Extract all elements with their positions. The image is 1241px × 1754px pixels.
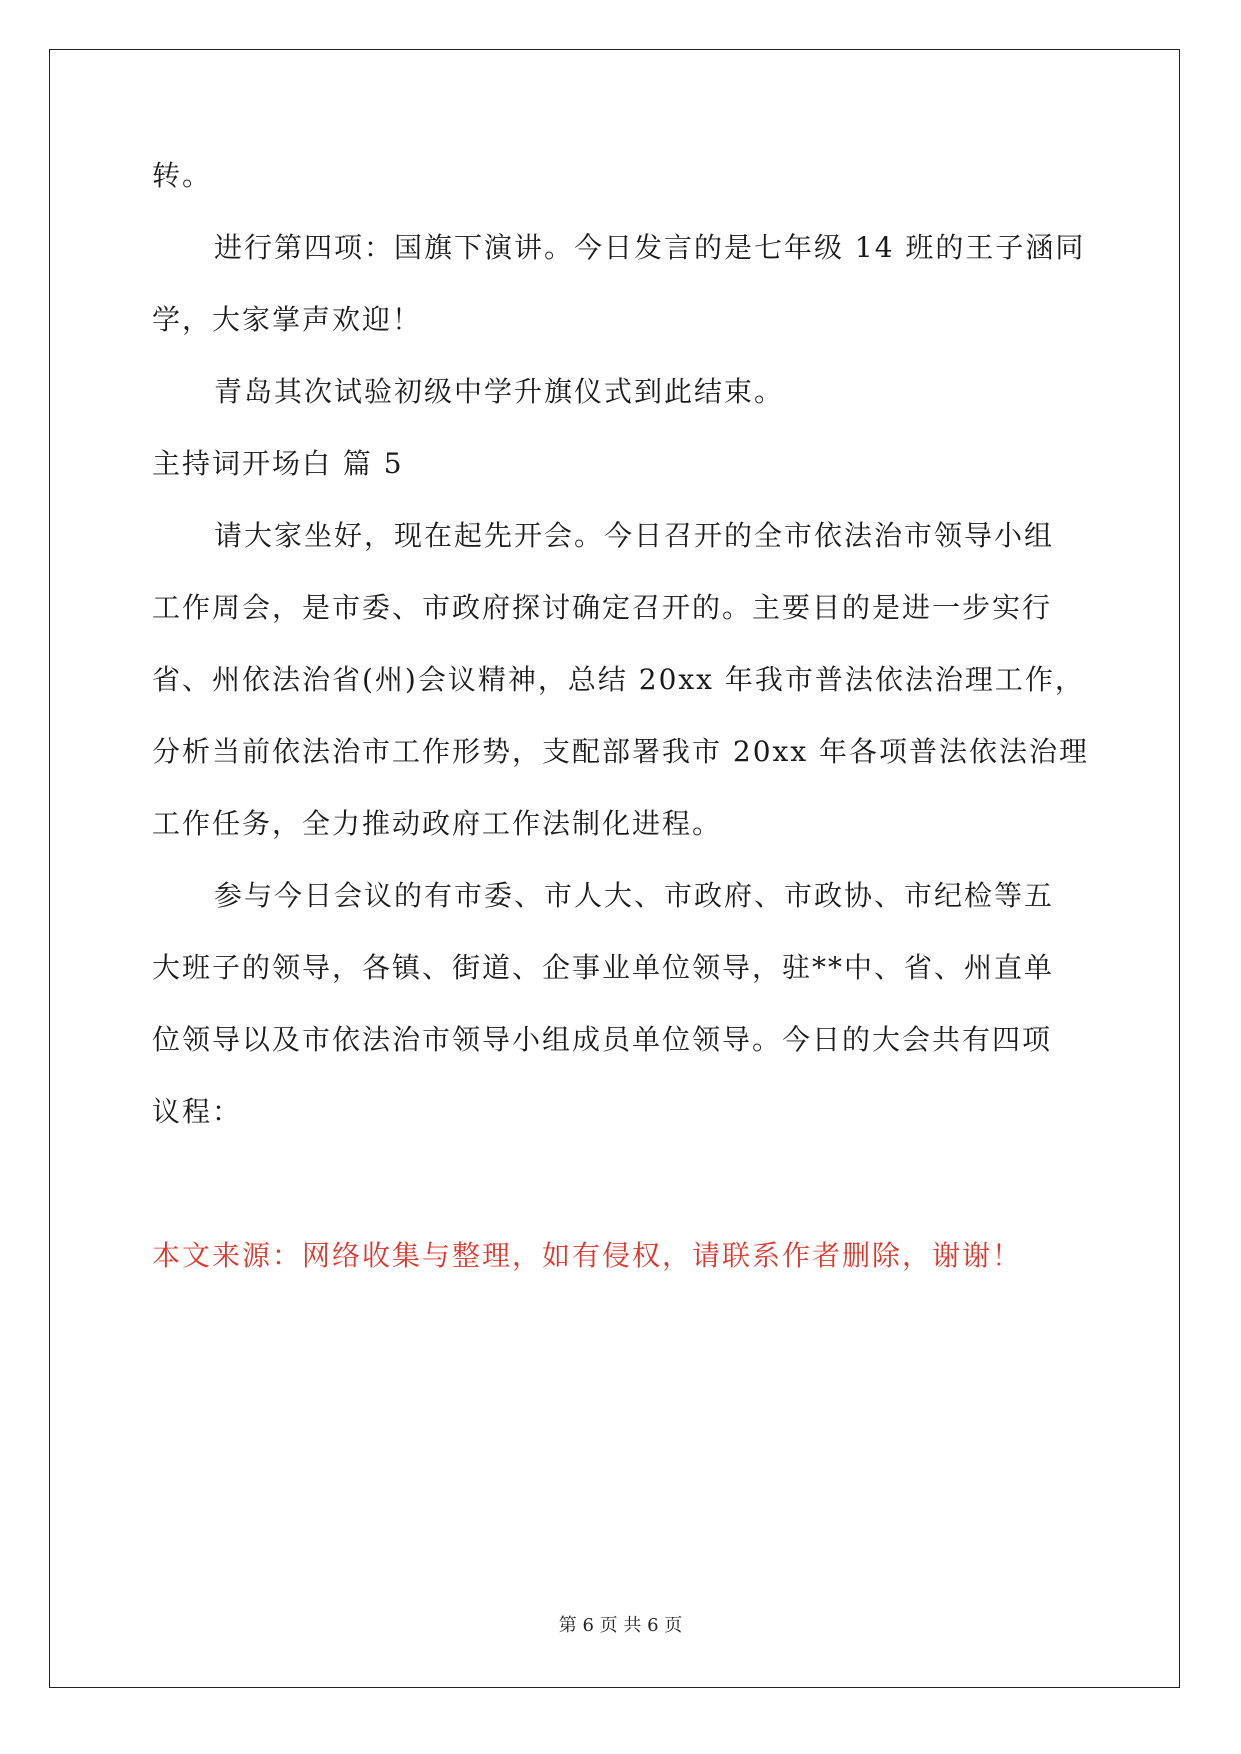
body-line: 青岛其次试验初级中学升旗仪式到此结束。 xyxy=(214,375,785,408)
body-line: 学，大家掌声欢迎！ xyxy=(152,303,423,336)
body-line: 省、州依法治省(州)会议精神，总结 20xx 年我市普法依法治理工作， xyxy=(152,663,1085,696)
body-line: 进行第四项：国旗下演讲。今日发言的是七年级 14 班的王子涵同 xyxy=(214,231,1086,264)
body-line: 转。 xyxy=(152,159,213,192)
source-note: 本文来源：网络收集与整理，如有侵权，请联系作者删除，谢谢！ xyxy=(152,1239,1023,1272)
body-line: 请大家坐好，现在起先开会。今日召开的全市依法治市领导小组 xyxy=(214,519,1055,552)
body-line: 工作周会，是市委、市政府探讨确定召开的。主要目的是进一步实行 xyxy=(152,591,1053,624)
body-line: 工作任务，全力推动政府工作法制化进程。 xyxy=(152,807,723,840)
page-frame xyxy=(49,49,1180,1688)
page-number: 第 6 页 共 6 页 xyxy=(558,1615,683,1636)
body-line: 大班子的领导，各镇、街道、企事业单位领导，驻**中、省、州直单 xyxy=(152,951,1055,984)
body-line: 分析当前依法治市工作形势，支配部署我市 20xx 年各项普法依法治理 xyxy=(152,735,1090,768)
body-line: 参与今日会议的有市委、市人大、市政府、市政协、市纪检等五 xyxy=(214,879,1055,912)
section-heading: 主持词开场白 篇 5 xyxy=(152,447,404,480)
body-line: 位领导以及市依法治市领导小组成员单位领导。今日的大会共有四项 xyxy=(152,1023,1053,1056)
body-line: 议程： xyxy=(152,1095,243,1128)
